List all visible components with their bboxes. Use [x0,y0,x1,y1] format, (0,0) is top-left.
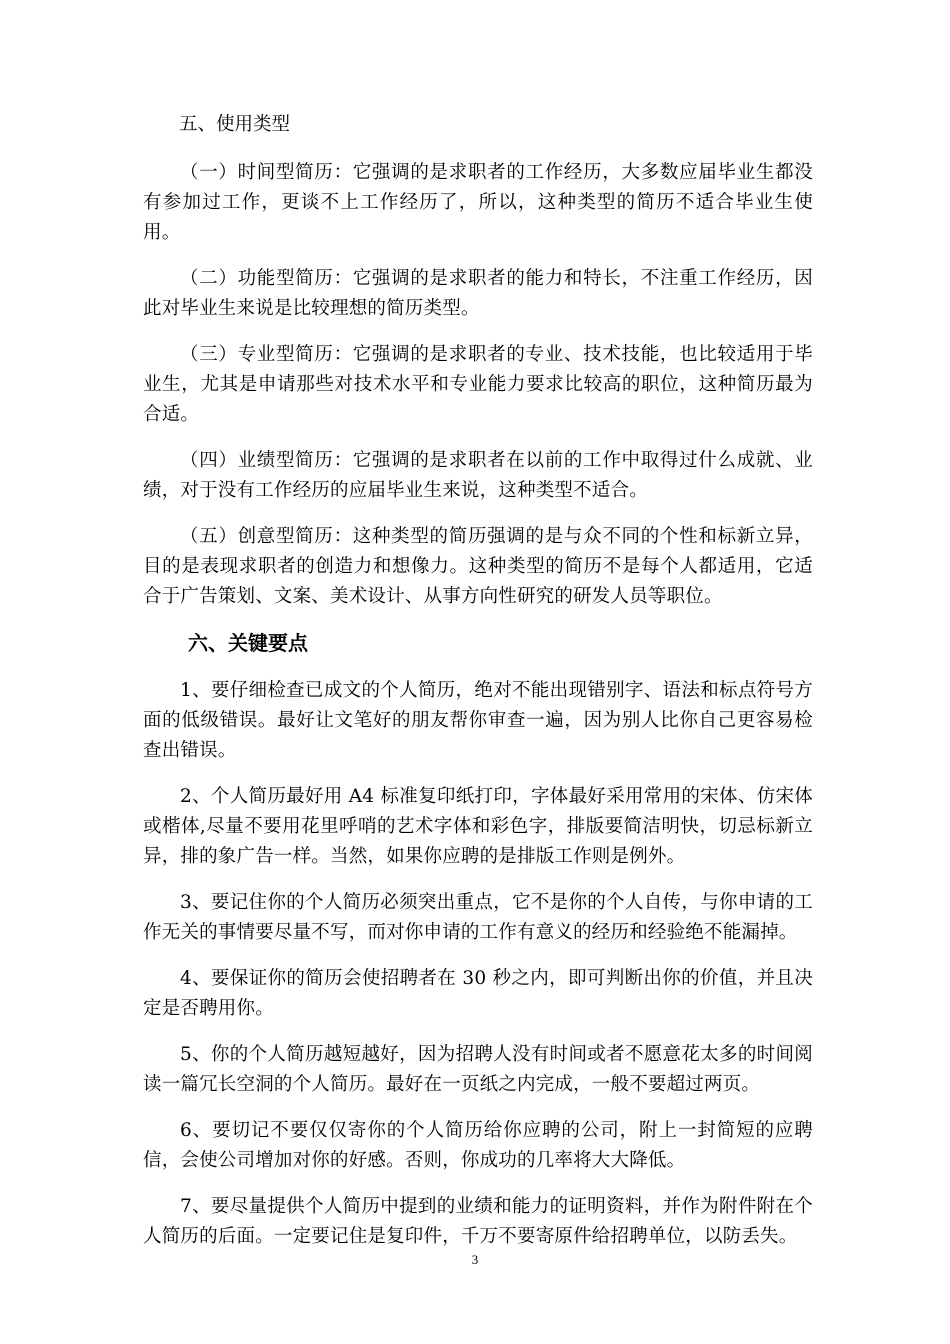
section-5-heading: 五、使用类型 [179,114,291,135]
section-6-item-6: 6、要切记不要仅仅寄你的个人简历给你应聘的公司，附上一封简短的应聘信，会使公司增加对你的好感。否则，你成功的几率将大大降低。 [143,1120,813,1171]
section-5-paragraph-1: （一）时间型简历：它强调的是求职者的工作经历，大多数应届毕业生都没有参加过工作，更谈不上工作经历了，所以，这种类型的简历不适合毕业生使用。 [143,162,813,243]
section-5-paragraph-5: （五）创意型简历：这种类型的简历强调的是与众不同的个性和标新立异，目的是表现求职者的创造力和想像力。这种类型的简历不是每个人都适用，它适合于广告策划、文案、美术设计、从事方向性研究的研发人员等职位。 [143,526,813,607]
section-6-heading: 六、关键要点 [188,631,308,655]
page-content [143,110,813,1268]
section-6-item-4: 4、要保证你的简历会使招聘者在 30 秒之内，即可判断出你的价值，并且决定是否聘用你。 [143,968,813,1019]
page-number: 3 [471,1252,479,1267]
section-6-item-1: 1、要仔细检查已成文的个人简历，绝对不能出现错别字、语法和标点符号方面的低级错误。最好让文笔好的朋友帮你审查一遍，因为别人比你自己更容易检查出错误。 [143,680,813,761]
section-6-item-7: 7、要尽量提供个人简历中提到的业绩和能力的证明资料，并作为附件附在个人简历的后面。一定要记住是复印件，千万不要寄原件给招聘单位，以防丢失。 [143,1196,813,1247]
section-6-item-2: 2、个人简历最好用 A4 标准复印纸打印，字体最好采用常用的宋体、仿宋体或楷体,尽量不要用花里呼哨的艺术字体和彩色字，排版要简洁明快，切忌标新立异，排的象广告一样。当然，如果你应聘的是排版工作则是例外。 [143,786,813,867]
section-6-item-5: 5、你的个人简历越短越好，因为招聘人没有时间或者不愿意花太多的时间阅读一篇冗长空洞的个人简历。最好在一页纸之内完成，一般不要超过两页。 [143,1044,813,1095]
section-6-item-3: 3、要记住你的个人简历必须突出重点，它不是你的个人自传，与你申请的工作无关的事情要尽量不写，而对你申请的工作有意义的经历和经验绝不能漏掉。 [143,892,813,943]
section-5-paragraph-2: （二）功能型简历：它强调的是求职者的能力和特长，不注重工作经历，因此对毕业生来说是比较理想的简历类型。 [143,268,813,319]
section-5-paragraph-4: （四）业绩型简历：它强调的是求职者在以前的工作中取得过什么成就、业绩，对于没有工作经历的应届毕业生来说，这种类型不适合。 [143,450,813,501]
section-5-paragraph-3: （三）专业型简历：它强调的是求职者的专业、技术技能，也比较适用于毕业生，尤其是申请那些对技术水平和专业能力要求比较高的职位，这种简历最为合适。 [143,344,813,425]
